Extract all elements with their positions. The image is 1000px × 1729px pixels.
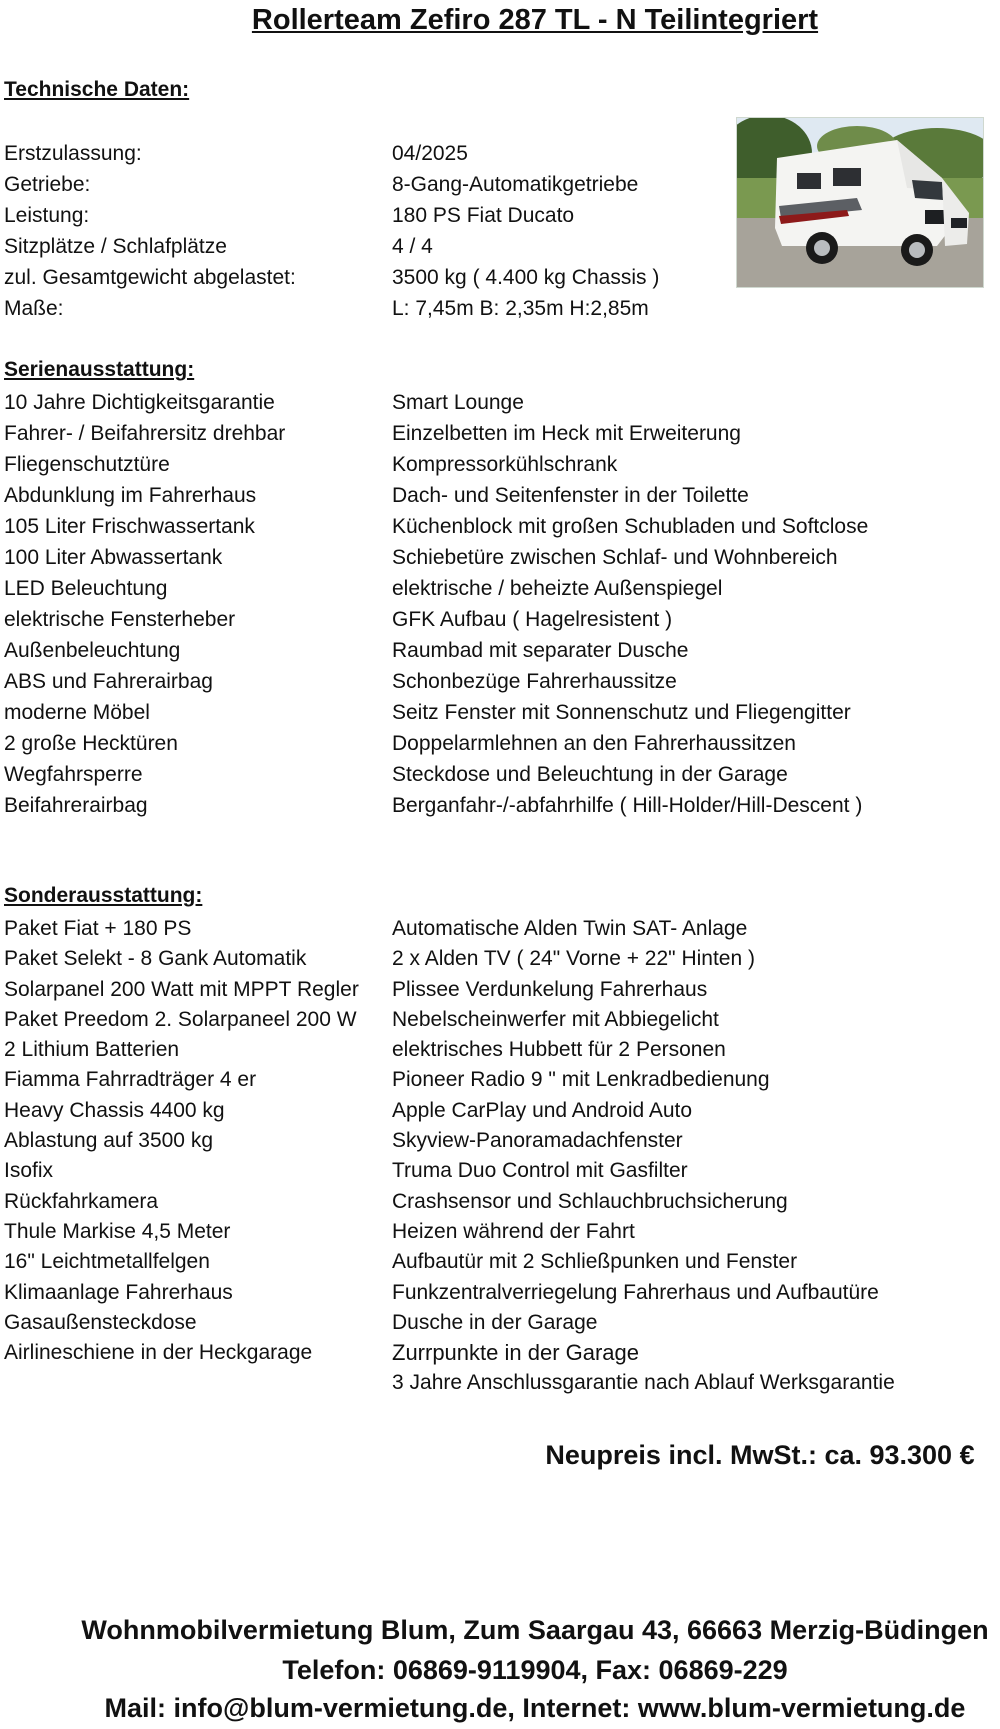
- list-item: Heavy Chassis 4400 kg: [4, 1098, 225, 1122]
- tech-value: L: 7,45m B: 2,35m H:2,85m: [392, 297, 649, 320]
- serien-right-list: [392, 387, 868, 821]
- tech-value: 4 / 4: [392, 235, 433, 258]
- list-item: 2 Lithium Batterien: [4, 1038, 180, 1062]
- list-item: elektrische Fensterheber: [4, 608, 236, 631]
- list-item: Wegfahrsperre: [4, 763, 143, 786]
- list-item: Isofix: [4, 1159, 54, 1183]
- list-item: Schiebetüre zwischen Schlaf- und Wohnbereich: [392, 546, 838, 569]
- list-item: Aufbautür mit 2 Schließpunken und Fenster: [392, 1250, 798, 1274]
- technical-values: [392, 138, 659, 324]
- serien-heading: Serienausstattung:: [4, 358, 195, 381]
- list-item: Nebelscheinwerfer mit Abbiegelicht: [392, 1007, 719, 1031]
- list-item: Pioneer Radio 9 " mit Lenkradbedienung: [392, 1068, 770, 1092]
- list-item: Heizen während der Fahrt: [392, 1219, 635, 1243]
- list-item: Paket Fiat + 180 PS: [4, 917, 192, 940]
- list-item: 2 große Hecktüren: [4, 732, 178, 755]
- sonder-heading: Sonderausstattung:: [4, 884, 203, 907]
- list-item: Steckdose und Beleuchtung in der Garage: [392, 763, 788, 786]
- list-item: Raumbad mit separater Dusche: [392, 639, 689, 662]
- list-item: Fahrer- / Beifahrersitz drehbar: [4, 422, 286, 445]
- motorhome-photo: [736, 117, 984, 288]
- list-item: Außenbeleuchtung: [4, 639, 181, 662]
- list-item: 2 x Alden TV ( 24" Vorne + 22" Hinten ): [392, 947, 755, 971]
- list-item: Schonbezüge Fahrerhaussitze: [392, 670, 677, 693]
- list-item: Klimaanlage Fahrerhaus: [4, 1280, 233, 1304]
- list-item: Skyview-Panoramadachfenster: [392, 1129, 683, 1153]
- list-item: Abdunklung im Fahrerhaus: [4, 484, 257, 507]
- list-item: Dusche in der Garage: [392, 1310, 598, 1334]
- tech-label: Sitzplätze / Schlafplätze: [4, 235, 227, 258]
- list-item: Zurrpunkte in der Garage: [392, 1340, 640, 1366]
- list-item: 105 Liter Frischwassertank: [4, 515, 255, 538]
- list-item: elektrisches Hubbett für 2 Personen: [392, 1038, 726, 1062]
- list-item: Doppelarmlehnen an den Fahrerhaussitzen: [392, 732, 796, 755]
- footer-address: Wohnmobilvermietung Blum, Zum Saargau 43, 66663 Merzig-Büdingen: [81, 1615, 989, 1645]
- footer-phone: Telefon: 06869-9119904, Fax: 06869-229: [282, 1655, 788, 1685]
- list-item: Berganfahr-/-abfahrhilfe ( Hill-Holder/Hill-Descent ): [392, 794, 863, 817]
- list-item: Crashsensor und Schlauchbruchsicherung: [392, 1189, 788, 1213]
- list-item: Ablastung auf 3500 kg: [4, 1129, 213, 1153]
- list-item: Einzelbetten im Heck mit Erweiterung: [392, 422, 741, 445]
- technical-heading: Technische Daten:: [4, 78, 190, 101]
- tech-value: 180 PS Fiat Ducato: [392, 204, 575, 227]
- tech-value: 04/2025: [392, 142, 468, 165]
- tech-label: zul. Gesamtgewicht abgelastet:: [4, 266, 296, 289]
- tech-value: 3500 kg ( 4.400 kg Chassis ): [392, 266, 660, 289]
- tech-label: Getriebe:: [4, 173, 91, 196]
- list-item: Fiamma Fahrradträger 4 er: [4, 1068, 257, 1092]
- list-item: Automatische Alden Twin SAT- Anlage: [392, 917, 748, 940]
- list-item: LED Beleuchtung: [4, 577, 168, 600]
- sonder-left-list: [4, 914, 359, 1368]
- tech-label: Leistung:: [4, 204, 90, 227]
- list-item: Seitz Fenster mit Sonnenschutz und Fliegengitter: [392, 701, 851, 724]
- list-item: GFK Aufbau ( Hagelresistent ): [392, 608, 673, 631]
- list-item: Plissee Verdunkelung Fahrerhaus: [392, 977, 708, 1001]
- page-title: Rollerteam Zefiro 287 TL - N Teilintegriert: [251, 4, 819, 36]
- list-item: Gasaußensteckdose: [4, 1310, 197, 1334]
- list-item: Paket Preedom 2. Solarpaneel 200 W: [4, 1007, 357, 1031]
- list-item: Solarpanel 200 Watt mit MPPT Regler: [4, 977, 359, 1001]
- list-item: 3 Jahre Anschlussgarantie nach Ablauf Werksgarantie: [392, 1371, 895, 1395]
- list-item: Paket Selekt - 8 Gank Automatik: [4, 947, 307, 971]
- list-item: Truma Duo Control mit Gasfilter: [392, 1159, 688, 1183]
- list-item: ABS und Fahrerairbag: [4, 670, 213, 693]
- list-item: Rückfahrkamera: [4, 1189, 159, 1213]
- list-item: Apple CarPlay und Android Auto: [392, 1098, 693, 1122]
- footer-contact: Mail: info@blum-vermietung.de, Internet: www.blum-vermietung.de: [104, 1693, 966, 1723]
- sonder-right-list: [392, 914, 895, 1399]
- tech-value: 8-Gang-Automatikgetriebe: [392, 173, 639, 196]
- list-item: Funkzentralverriegelung Fahrerhaus und Aufbautüre: [392, 1280, 879, 1304]
- list-item: moderne Möbel: [4, 701, 150, 724]
- list-item: Airlineschiene in der Heckgarage: [4, 1341, 313, 1365]
- list-item: Fliegenschutztüre: [4, 453, 170, 476]
- list-item: Küchenblock mit großen Schubladen und Softclose: [392, 515, 869, 538]
- list-item: 16" Leichtmetallfelgen: [4, 1250, 210, 1274]
- list-item: Dach- und Seitenfenster in der Toilette: [392, 484, 749, 507]
- list-item: elektrische / beheizte Außenspiegel: [392, 577, 723, 600]
- list-item: Smart Lounge: [392, 391, 524, 414]
- list-item: Beifahrerairbag: [4, 794, 148, 817]
- serien-left-list: [4, 387, 285, 821]
- list-item: Thule Markise 4,5 Meter: [4, 1219, 231, 1243]
- list-item: 10 Jahre Dichtigkeitsgarantie: [4, 391, 275, 414]
- technical-labels: [4, 138, 296, 324]
- list-item: Kompressorkühlschrank: [392, 453, 618, 476]
- price-text: Neupreis incl. MwSt.: ca. 93.300 €: [545, 1440, 975, 1470]
- tech-label: Erstzulassung:: [4, 142, 142, 165]
- list-item: 100 Liter Abwassertank: [4, 546, 223, 569]
- tech-label: Maße:: [4, 297, 64, 320]
